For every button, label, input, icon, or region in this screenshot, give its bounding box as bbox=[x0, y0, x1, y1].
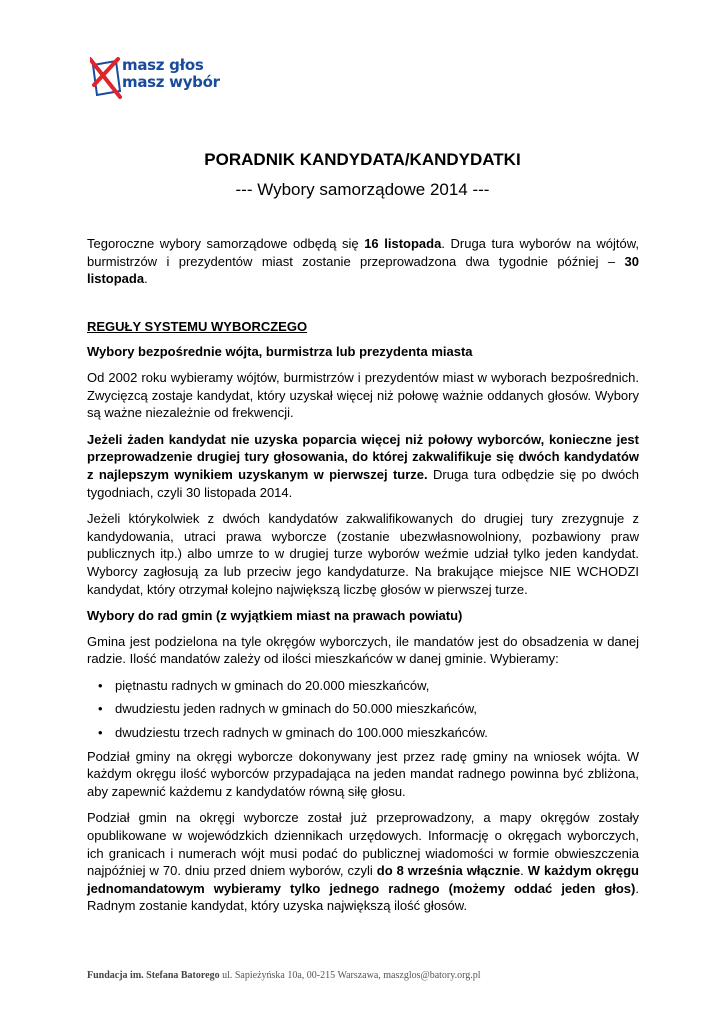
paragraph-district-division: Podział gminy na okręgi wyborcze dokonywany jest przez radę gminy na wniosek wójta. W każdym okręgu ilość wyborców przypadająca na jeden mandat radnego powinna być zbliżona, aby zapewnić każdemu z kandydatów równą siłę głosu. bbox=[87, 748, 639, 799]
list-item: • dwudziestu jeden radnych w gminach do 50.000 mieszkańców, bbox=[98, 701, 478, 717]
paragraph-resignation: Jeżeli którykolwiek z dwóch kandydatów zakwalifikowanych do drugiej tury zrezygnuje z kandydowania, utraci prawa wyborcze (zostanie ubezwłasnowolniony, pozbawiony praw publicznych itp.) albo umrze to w drugiej turze wyborów weźmie udział tylko jeden kandydat. Wyborcy zagłosują za lub przeciw jego kandydaturze. Na brakujące miejsce NIE WCHODZI kandydat, który otrzymał kolejno największą liczbę głosów w pierwszej turze. bbox=[87, 511, 639, 597]
subheading-council-elections: Wybory do rad gmin (z wyjątkiem miast na prawach powiatu) bbox=[87, 608, 463, 624]
list-item: • piętnastu radnych w gminach do 20.000 mieszkańców, bbox=[98, 677, 430, 693]
paragraph-district-maps: Podział gmin na okręgi wyborcze został już przeprowadzony, a mapy okręgów zostały opublikowane w wojewódzkich dziennikach urzędowych. Informację o okręgach wyborczych, ich granicach i numerach wójt musi podać do publicznej wiadomości w formie obwieszczenia najpóźniej w 70. dniu przed dniem wyborów, czyli do 8 września włącznie. W każdym okręgu jednomandatowym wybieramy tylko jednego radnego (możemy oddać jeden głos). Radnym zostanie kandydat, który uzyska największą ilość głosów. bbox=[87, 810, 639, 914]
paragraph-districts: Gmina jest podzielona na tyle okręgów wyborczych, ile mandatów jest do obsadzenia w danej radzie. Ilość mandatów zależy od ilości mieszkańców w danej gminie. Wybieramy: bbox=[87, 633, 639, 667]
paragraph-direct-elections: Od 2002 roku wybieramy wójtów, burmistrzów i prezydentów miast w wyborach bezpośrednich. Zwycięzcą zostaje kandydat, który uzyskał więcej niż połowę ważnie oddanych głosów. Wybory są ważne niezależnie od frekwencji. bbox=[87, 369, 639, 421]
list-item: • dwudziestu trzech radnych w gminach do 100.000 mieszkańców. bbox=[98, 725, 488, 741]
section-heading: REGUŁY SYSTEMU WYBORCZEGO bbox=[87, 318, 308, 334]
page-subtitle: --- Wybory samorządowe 2014 --- bbox=[235, 180, 490, 199]
paragraph-second-round: Jeżeli żaden kandydat nie uzyska poparcia więcej niż połowy wyborców, konieczne jest przeprowadzenie drugiej tury głosowania, do której zakwalifikuje się dwóch kandydatów z najlepszym wynikiem uzyskanym w pierwszej turze. Druga tura odbędzie się po dwóch tygodniach, czyli 30 listopada 2014. bbox=[87, 431, 639, 500]
logo-line-1: masz głos bbox=[122, 56, 204, 74]
document-body bbox=[87, 235, 639, 924]
subheading-mayor-elections: Wybory bezpośrednie wójta, burmistrza lub prezydenta miasta bbox=[87, 344, 473, 360]
logo-line-2: masz wybór bbox=[122, 73, 220, 91]
footer: Fundacja im. Stefana Batorego ul. Sapieżyńska 10a, 00-215 Warszawa, maszglos@batory.org.pl bbox=[87, 970, 481, 981]
logo-text bbox=[122, 57, 220, 91]
intro-paragraph: Tegoroczne wybory samorządowe odbędą się 16 listopada. Druga tura wyborów na wójtów, burmistrzów i prezydentów miast zostanie przeprowadzona dwa tygodnie później – 30 listopada. bbox=[87, 236, 640, 287]
logo bbox=[90, 55, 250, 100]
page-title: PORADNIK KANDYDATA/KANDYDATKI bbox=[204, 150, 521, 169]
councillor-count-list bbox=[87, 677, 639, 742]
